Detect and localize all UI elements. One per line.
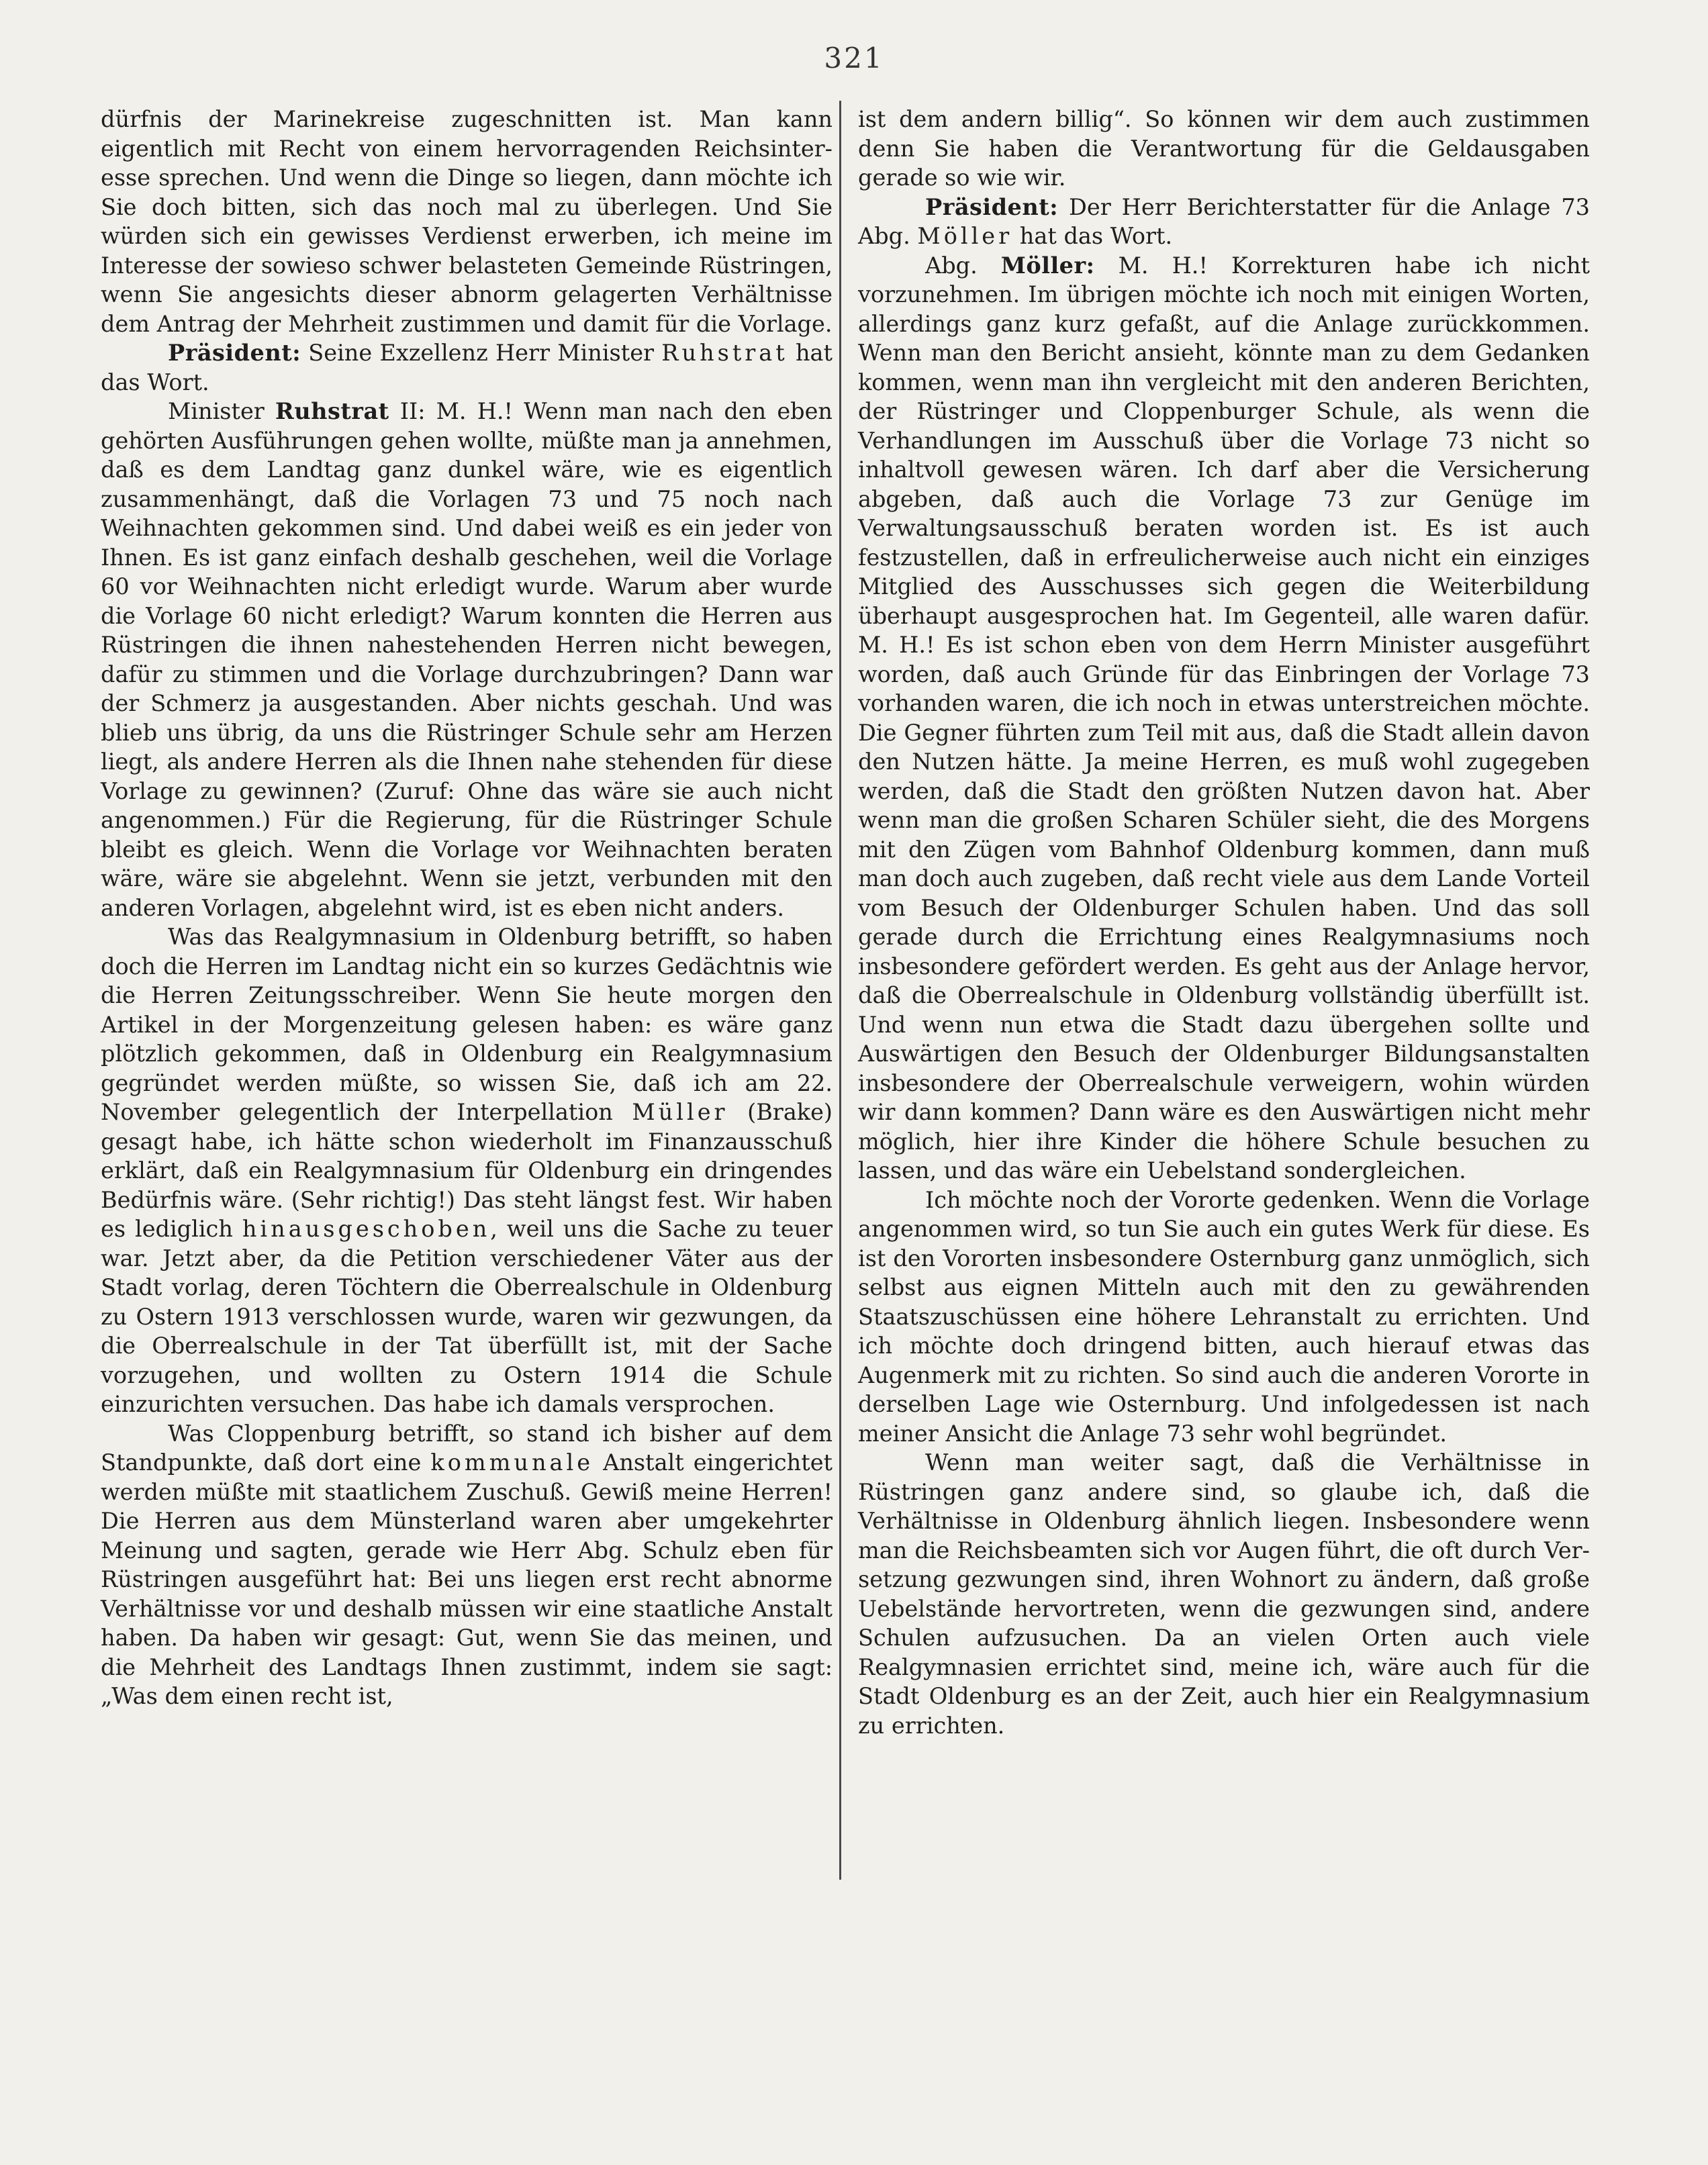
paragraph-text: Ich möchte noch der Vororte gedenken. Wenn die Vorlage angenommen wird, so tun Sie auch ein gutes Werk für diese. Es ist den Vororten insbesondere Osternburg ganz unmöglich, sich selbst aus eignen Mitteln auch mit den zu gewährenden Staatszuschüssen eine höhere Lehranstalt zu errichten. Und ich möchte doch dringend bitten, auch hierauf etwas das Augenmerk mit zu richten. So sind auch die anderen Vororte in derselben Lage wie Osternburg. Und infolgedessen ist nach meiner Ansicht die Anlage 73 sehr wohl begründet. (858, 1186, 1590, 1447)
paragraph (858, 1186, 1590, 1449)
paragraph (101, 105, 833, 338)
paragraph-text: Anstalt eingerichtet werden müßte mit staatlichem Zuschuß. Gewiß meine Herren! Die Herren aus dem Münsterland waren aber umgekehrter Meinung und sagten, gerade wie Herr Abg. Schulz eben für Rüstringen ausgeführt hat: Bei uns liegen erst recht abnorme Verhältnisse vor und deshalb müssen wir eine staatliche Anstalt haben. Da haben wir gesagt: Gut, wenn Sie das meinen, und die Mehrheit des Landtags Ihnen zustimmt, indem sie sagt: „Was dem einen recht ist, (101, 1449, 833, 1709)
paragraph-text: Was Cloppenburg betrifft, so stand ich bisher auf dem Standpunkte, daß dort eine (101, 1420, 833, 1476)
paragraph (858, 1448, 1590, 1740)
paragraph-text: hat das Wort. (101, 340, 833, 395)
paragraph-text: Minister (168, 398, 275, 424)
paragraph-text: M. H.! Korrekturen habe ich nicht vorzunehmen. Im übrigen möchte ich noch mit einigen Worten, allerdings ganz kurz gefaßt, auf die Anlage zurückkommen. Wenn man den Bericht ansieht, könnte man zu dem Gedanken kommen, wenn man ihn vergleicht mit den anderen Berichten, der Rüstringer und Cloppenburger Schule, als wenn die Verhandlungen im Ausschuß über die Vorlage 73 nicht so inhaltvoll gewesen wären. Ich darf aber die Versicherung abgeben, daß auch die Vorlage 73 zur Genüge im Verwaltungsausschuß beraten worden ist. Es ist auch festzustellen, daß in erfreulicherweise auch nicht ein einziges Mitglied des Ausschusses sich gegen die Weiterbildung überhaupt ausgesprochen hat. Im Gegenteil, alle waren dafür. M. H.! Es ist schon eben von dem Herrn Minister ausgeführt worden, daß auch Gründe für das Einbringen der Vorlage 73 vorhanden waren, die ich noch in etwas unterstreichen möchte. Die Gegner führten zum Teil mit aus, daß die Stadt allein davon den Nutzen hätte. Ja meine Herren, es muß wohl zugegeben werden, daß die Stadt den größten Nutzen davon hat. Aber wenn man die großen Scharen Schüler sieht, die des Morgens mit den Zügen vom Bahnhof Oldenburg kommen, dann muß man doch auch zugeben, daß recht viele aus dem Lande Vorteil vom Besuch der Oldenburger Schulen haben. Und das soll gerade durch die Errichtung eines Realgymnasiums noch insbesondere gefördert werden. Es geht aus der Anlage hervor, daß die Oberrealschule in Oldenburg vollständig überfüllt ist. Und wenn nun etwa die Stadt dazu übergehen sollte und Auswärtigen den Besuch der Oldenburger Bildungsanstalten insbesondere der Oberrealschule verweigern, wohin würden wir dann kommen? Dann wäre es den Auswärtigen nicht mehr möglich, hier ihre Kinder die höhere Schule besuchen zu lassen, und das wäre ein Uebelstand sondergleichen. (858, 252, 1590, 1184)
paragraph-text: II: M. H.! Wenn man nach den eben gehörten Ausführungen gehen wollte, müßte man ja annehmen, daß es dem Landtag ganz dunkel wäre, wie es eigentlich zusammenhängt, daß die Vorlagen 73 und 75 noch nach Weihnachten gekommen sind. Und dabei weiß es ein jeder von Ihnen. Es ist ganz einfach deshalb geschehen, weil die Vorlage 60 vor Weihnachten nicht erledigt wurde. Warum aber wurde die Vorlage 60 nicht erledigt? Warum konnten die Herren aus Rüstringen die ihnen nahestehenden Herren nicht bewegen, dafür zu stimmen und die Vorlage durchzubringen? Dann war der Schmerz ja ausgestanden. Aber nichts geschah. Und was blieb uns übrig, da uns die Rüstringer Schule sehr am Herzen liegt, als andere Herren als die Ihnen nahe stehenden für diese Vorlage zu gewinnen? (Zuruf: Ohne das wäre sie auch nicht angenommen.) Für die Regierung, für die Rüstringer Schule bleibt es gleich. Wenn die Vorlage vor Weihnachten beraten wäre, wäre sie abgelehnt. Wenn sie jetzt, verbunden mit den anderen Vorlagen, abgelehnt wird, ist es eben nicht anders. (101, 398, 833, 921)
paragraph (101, 1419, 833, 1711)
paragraph (858, 193, 1590, 251)
speaker-name: Präsident: (925, 193, 1059, 220)
paragraph (858, 105, 1590, 193)
paragraph-text: Wenn man weiter sagt, daß die Verhältnisse in Rüstringen ganz andere sind, so glaube ich, daß die Verhältnisse in Oldenburg ähnlich liegen. Insbesondere wenn man die Reichsbeamten sich vor Augen führt, die oft durch Versetzung gezwungen sind, ihren Wohnort zu ändern, daß große Uebelstände hervortreten, wenn die gezwungen sind, andere Schulen aufzusuchen. Da an vielen Orten auch viele Realgymnasien errichtet sind, meine ich, wäre auch für die Stadt Oldenburg es an der Zeit, auch hier ein Realgymnasium zu errichten. (858, 1449, 1590, 1739)
paragraph-text: , weil uns die Sache zu teuer war. Jetzt aber, da die Petition verschiedener Väter aus der Stadt vorlag, deren Töchtern die Oberrealschule in Oldenburg zu Ostern 1913 verschlossen wurde, waren wir gezwungen, da die Oberrealschule in der Tat überfüllt ist, mit der Sache vorzugehen, und wollten zu Ostern 1914 die Schule einzurichten versuchen. Das habe ich damals versprochen. (101, 1216, 833, 1417)
emphasized-name: Möller (917, 223, 1013, 249)
speaker-name: Präsident: (168, 340, 301, 366)
paragraph-text: hat das Wort. (1012, 223, 1173, 249)
right-column (858, 105, 1590, 1740)
paragraph-text: Der Herr Berichterstatter für die Anlage 73 Abg. (858, 193, 1590, 249)
speaker-name: Ruhstrat (275, 398, 389, 424)
paragraph (101, 338, 833, 397)
left-column (101, 105, 833, 1711)
speaker-name: Möller: (1000, 252, 1095, 279)
emphasized-name: Müller (632, 1099, 728, 1125)
paragraph-text: Was das Realgymnasium in Oldenburg betrifft, so haben doch die Herren im Landtag nicht ein so kurzes Gedächtnis wie die Herren Zeitungsschreiber. Wenn Sie heute morgen den Artikel in der Morgenzeitung gelesen haben: es wäre ganz plötzlich gekommen, daß in Oldenburg ein Realgymnasium gegründet werden müßte, so wissen Sie, daß ich am 22. November gelegentlich der Interpellation (101, 924, 833, 1125)
paragraph-text: dürfnis der Marinekreise zugeschnitten ist. Man kann eigentlich mit Recht von einem hervorragenden Reichsinteresse sprechen. Und wenn die Dinge so liegen, dann möchte ich Sie doch bitten, sich das noch mal zu überlegen. Und Sie würden sich ein gewisses Verdienst erwerben, ich meine im Interesse der sowieso schwer belasteten Gemeinde Rüstringen, wenn Sie angesichts dieser abnorm gelagerten Verhältnisse dem Antrag der Mehrheit zustimmen und damit für die Vorlage. (101, 106, 833, 337)
paragraph-text: (Brake) gesagt habe, ich hätte schon wiederholt im Finanzausschuß erklärt, daß ein Realgymnasium für Oldenburg ein dringendes Bedürfnis wäre. (Sehr richtig!) Das steht längst fest. Wir haben es lediglich (101, 1099, 833, 1242)
emphasized-name: hinausgeschoben (242, 1216, 491, 1242)
paragraph (101, 397, 833, 922)
column-divider (839, 101, 841, 1880)
emphasized-name: Ruhstrat (661, 340, 788, 366)
page-number: 321 (824, 42, 884, 75)
paragraph (858, 251, 1590, 1186)
paragraph-text: ist dem andern billig“. So können wir dem auch zustimmen denn Sie haben die Verantwortung für die Geldausgaben gerade so wie wir. (858, 106, 1590, 191)
paragraph-text: Seine Exzellenz Herr Minister (301, 340, 662, 366)
paragraph (101, 922, 833, 1419)
emphasized-name: kommunale (430, 1449, 594, 1476)
paragraph-text: Abg. (925, 252, 1001, 279)
